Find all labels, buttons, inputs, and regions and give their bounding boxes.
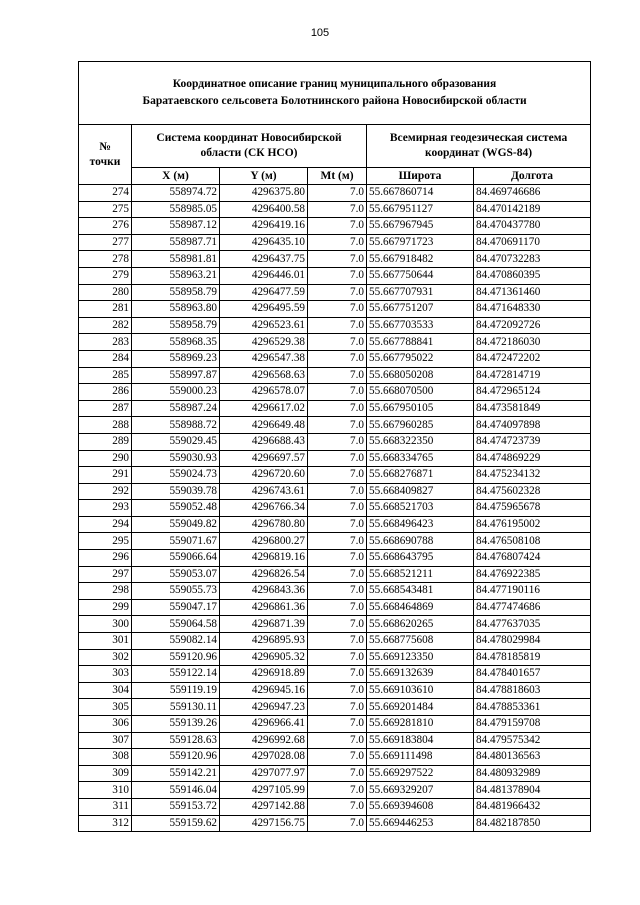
x-cell: 558987.71 [132,234,220,251]
y-cell: 4296547.38 [220,350,308,367]
x-cell: 558985.05 [132,201,220,218]
longitude-cell: 84.469746686 [474,185,591,202]
table-row [79,566,591,583]
table-row [79,583,591,600]
longitude-cell: 84.476195002 [474,516,591,533]
latitude-cell: 55.668543481 [367,583,474,600]
x-cell: 559146.04 [132,782,220,799]
mt-cell: 7.0 [308,782,367,799]
y-cell: 4297142.88 [220,798,308,815]
x-cell: 558968.35 [132,334,220,351]
table-row [79,267,591,284]
point-number-cell: 310 [79,782,132,799]
x-cell: 558958.79 [132,317,220,334]
y-cell: 4296477.59 [220,284,308,301]
mt-cell: 7.0 [308,550,367,567]
mt-cell: 7.0 [308,815,367,832]
mt-cell: 7.0 [308,616,367,633]
mt-cell: 7.0 [308,218,367,235]
latitude-cell: 55.668464869 [367,599,474,616]
latitude-cell: 55.667967945 [367,218,474,235]
point-number-cell: 291 [79,467,132,484]
longitude-cell: 84.476508108 [474,533,591,550]
mt-cell: 7.0 [308,483,367,500]
longitude-cell: 84.472186030 [474,334,591,351]
mt-cell: 7.0 [308,765,367,782]
y-cell: 4296435.10 [220,234,308,251]
y-cell: 4296766.34 [220,500,308,517]
y-cell: 4296871.39 [220,616,308,633]
point-number-cell: 282 [79,317,132,334]
mt-cell: 7.0 [308,516,367,533]
table-row [79,682,591,699]
y-column-header: Y (м) [220,168,308,185]
longitude-cell: 84.475965678 [474,500,591,517]
y-cell: 4296649.48 [220,417,308,434]
longitude-cell: 84.472472202 [474,350,591,367]
latitude-cell: 55.667795022 [367,350,474,367]
table-row [79,218,591,235]
longitude-cell: 84.476807424 [474,550,591,567]
y-cell: 4296945.16 [220,682,308,699]
latitude-cell: 55.669111498 [367,749,474,766]
table-row [79,599,591,616]
x-cell: 558988.72 [132,417,220,434]
latitude-cell: 55.668690788 [367,533,474,550]
y-cell: 4296495.59 [220,301,308,318]
y-cell: 4296947.23 [220,699,308,716]
point-number-cell: 290 [79,450,132,467]
table-row [79,732,591,749]
point-number-cell: 287 [79,400,132,417]
mt-cell: 7.0 [308,450,367,467]
table-row [79,649,591,666]
y-cell: 4296529.38 [220,334,308,351]
longitude-cell: 84.474723739 [474,433,591,450]
longitude-cell: 84.472965124 [474,384,591,401]
y-cell: 4296819.16 [220,550,308,567]
latitude-cell: 55.668620265 [367,616,474,633]
table-row [79,633,591,650]
point-number-cell: 299 [79,599,132,616]
mt-cell: 7.0 [308,234,367,251]
longitude-cell: 84.472814719 [474,367,591,384]
x-cell: 558997.87 [132,367,220,384]
x-cell: 559082.14 [132,633,220,650]
mt-cell: 7.0 [308,666,367,683]
longitude-cell: 84.478185819 [474,649,591,666]
point-number-header-symbol: № [99,140,111,153]
latitude-cell: 55.667918482 [367,251,474,268]
table-row [79,234,591,251]
point-number-cell: 276 [79,218,132,235]
longitude-cell: 84.474869229 [474,450,591,467]
mt-cell: 7.0 [308,267,367,284]
mt-cell: 7.0 [308,467,367,484]
y-cell: 4296419.16 [220,218,308,235]
longitude-cell: 84.478818603 [474,682,591,699]
mt-cell: 7.0 [308,682,367,699]
coordinates-table [78,61,591,832]
point-number-cell: 278 [79,251,132,268]
x-cell: 559047.17 [132,599,220,616]
point-number-cell: 281 [79,301,132,318]
x-cell: 559052.48 [132,500,220,517]
latitude-cell: 55.669201484 [367,699,474,716]
point-number-cell: 293 [79,500,132,517]
latitude-cell: 55.669394608 [367,798,474,815]
mt-cell: 7.0 [308,350,367,367]
y-cell: 4296843.36 [220,583,308,600]
point-number-cell: 284 [79,350,132,367]
mt-cell: 7.0 [308,732,367,749]
latitude-cell: 55.668070500 [367,384,474,401]
x-cell: 559119.19 [132,682,220,699]
world-system-header [367,125,591,168]
x-cell: 558987.12 [132,218,220,235]
table-row [79,765,591,782]
longitude-cell: 84.480932989 [474,765,591,782]
x-cell: 559120.96 [132,749,220,766]
longitude-cell: 84.481378904 [474,782,591,799]
longitude-cell: 84.479159708 [474,716,591,733]
table-row [79,317,591,334]
mt-cell: 7.0 [308,384,367,401]
y-cell: 4296688.43 [220,433,308,450]
point-number-header [79,125,132,185]
mt-cell: 7.0 [308,251,367,268]
world-system-header-line-2: координат (WGS-84) [424,147,533,159]
mt-cell: 7.0 [308,566,367,583]
latitude-cell: 55.668521703 [367,500,474,517]
y-cell: 4297077.97 [220,765,308,782]
point-number-cell: 292 [79,483,132,500]
y-cell: 4296780.80 [220,516,308,533]
table-row [79,500,591,517]
longitude-column-header: Долгота [474,168,591,185]
longitude-cell: 84.480136563 [474,749,591,766]
world-system-header-line-1: Всемирная геодезическая система [389,132,568,145]
x-cell: 559039.78 [132,483,220,500]
table-row [79,417,591,434]
x-cell: 559159.62 [132,815,220,832]
point-number-cell: 288 [79,417,132,434]
table-title [79,62,591,125]
point-number-cell: 304 [79,682,132,699]
longitude-cell: 84.470691170 [474,234,591,251]
x-cell: 559053.07 [132,566,220,583]
x-cell: 559055.73 [132,583,220,600]
mt-cell: 7.0 [308,583,367,600]
table-row [79,483,591,500]
latitude-cell: 55.667750644 [367,267,474,284]
table-row [79,433,591,450]
table-row [79,450,591,467]
longitude-cell: 84.470732283 [474,251,591,268]
y-cell: 4296826.54 [220,566,308,583]
y-cell: 4296743.61 [220,483,308,500]
x-cell: 559128.63 [132,732,220,749]
table-row [79,400,591,417]
mt-cell: 7.0 [308,433,367,450]
point-number-cell: 277 [79,234,132,251]
x-cell: 559130.11 [132,699,220,716]
y-cell: 4296861.36 [220,599,308,616]
table-row [79,384,591,401]
x-cell: 559139.26 [132,716,220,733]
x-cell: 559120.96 [132,649,220,666]
x-cell: 558958.79 [132,284,220,301]
x-cell: 559071.67 [132,533,220,550]
point-number-cell: 274 [79,185,132,202]
x-cell: 559142.21 [132,765,220,782]
table-row [79,251,591,268]
longitude-cell: 84.476922385 [474,566,591,583]
y-cell: 4296992.68 [220,732,308,749]
table-row [79,616,591,633]
mt-cell: 7.0 [308,798,367,815]
table-row [79,367,591,384]
table-row [79,185,591,202]
latitude-cell: 55.668322350 [367,433,474,450]
latitude-cell: 55.668496423 [367,516,474,533]
point-number-cell: 289 [79,433,132,450]
point-number-cell: 307 [79,732,132,749]
point-number-cell: 279 [79,267,132,284]
point-number-cell: 305 [79,699,132,716]
point-number-cell: 312 [79,815,132,832]
x-cell: 559122.14 [132,666,220,683]
x-cell: 559064.58 [132,616,220,633]
x-cell: 559066.64 [132,550,220,567]
y-cell: 4296918.89 [220,666,308,683]
point-number-cell: 294 [79,516,132,533]
latitude-cell: 55.668643795 [367,550,474,567]
latitude-cell: 55.669103610 [367,682,474,699]
table-row [79,516,591,533]
point-number-cell: 302 [79,649,132,666]
table-row [79,467,591,484]
point-number-cell: 298 [79,583,132,600]
longitude-cell: 84.477637035 [474,616,591,633]
mt-cell: 7.0 [308,533,367,550]
latitude-cell: 55.667788841 [367,334,474,351]
latitude-cell: 55.669183804 [367,732,474,749]
y-cell: 4296617.02 [220,400,308,417]
longitude-cell: 84.472092726 [474,317,591,334]
table-row [79,699,591,716]
y-cell: 4296895.93 [220,633,308,650]
latitude-cell: 55.668775608 [367,633,474,650]
latitude-cell: 55.668050208 [367,367,474,384]
longitude-cell: 84.473581849 [474,400,591,417]
latitude-cell: 55.668334765 [367,450,474,467]
mt-column-header: Mt (м) [308,168,367,185]
x-cell: 559029.45 [132,433,220,450]
table-row [79,749,591,766]
longitude-cell: 84.478029984 [474,633,591,650]
mt-cell: 7.0 [308,599,367,616]
title-line-1: Координатное описание границ муниципального образования [172,78,497,91]
latitude-cell: 55.669281810 [367,716,474,733]
x-cell: 558981.81 [132,251,220,268]
table-row [79,350,591,367]
longitude-cell: 84.470860395 [474,267,591,284]
title-line-2: Баратаевского сельсовета Болотнинского района Новосибирской области [142,95,527,107]
latitude-cell: 55.669123350 [367,649,474,666]
latitude-cell: 55.668276871 [367,467,474,484]
mt-cell: 7.0 [308,284,367,301]
latitude-cell: 55.667860714 [367,185,474,202]
local-system-header [132,125,367,168]
latitude-cell: 55.667950105 [367,400,474,417]
x-cell: 559024.73 [132,467,220,484]
table-row [79,815,591,832]
x-cell: 558974.72 [132,185,220,202]
mt-cell: 7.0 [308,185,367,202]
mt-cell: 7.0 [308,201,367,218]
longitude-cell: 84.474097898 [474,417,591,434]
mt-cell: 7.0 [308,699,367,716]
longitude-cell: 84.481966432 [474,798,591,815]
longitude-cell: 84.471361460 [474,284,591,301]
table-row [79,716,591,733]
latitude-cell: 55.668409827 [367,483,474,500]
x-cell: 558987.24 [132,400,220,417]
longitude-cell: 84.470142189 [474,201,591,218]
latitude-cell: 55.669297522 [367,765,474,782]
x-cell: 558963.21 [132,267,220,284]
x-cell: 559000.23 [132,384,220,401]
table-row [79,334,591,351]
latitude-cell: 55.667707931 [367,284,474,301]
longitude-cell: 84.475234132 [474,467,591,484]
x-cell: 558969.23 [132,350,220,367]
x-cell: 559153.72 [132,798,220,815]
point-number-cell: 297 [79,566,132,583]
latitude-cell: 55.669329207 [367,782,474,799]
table-row [79,782,591,799]
latitude-cell: 55.667703533 [367,317,474,334]
point-number-cell: 285 [79,367,132,384]
y-cell: 4296446.01 [220,267,308,284]
local-system-header-line-1: Система координат Новосибирской [156,132,342,145]
point-number-cell: 280 [79,284,132,301]
y-cell: 4297028.08 [220,749,308,766]
point-number-cell: 295 [79,533,132,550]
x-column-header: X (м) [132,168,220,185]
point-number-cell: 309 [79,765,132,782]
longitude-cell: 84.477190116 [474,583,591,600]
longitude-cell: 84.478853361 [474,699,591,716]
mt-cell: 7.0 [308,301,367,318]
y-cell: 4296800.27 [220,533,308,550]
mt-cell: 7.0 [308,367,367,384]
x-cell: 558963.80 [132,301,220,318]
y-cell: 4296523.61 [220,317,308,334]
longitude-cell: 84.475602328 [474,483,591,500]
latitude-cell: 55.669446253 [367,815,474,832]
mt-cell: 7.0 [308,317,367,334]
point-number-cell: 303 [79,666,132,683]
point-number-cell: 283 [79,334,132,351]
y-cell: 4296568.63 [220,367,308,384]
y-cell: 4296966.41 [220,716,308,733]
latitude-cell: 55.667951127 [367,201,474,218]
longitude-cell: 84.479575342 [474,732,591,749]
mt-cell: 7.0 [308,417,367,434]
table-row [79,666,591,683]
point-number-cell: 308 [79,749,132,766]
latitude-cell: 55.669132639 [367,666,474,683]
longitude-cell: 84.470437780 [474,218,591,235]
y-cell: 4296400.58 [220,201,308,218]
mt-cell: 7.0 [308,500,367,517]
y-cell: 4297105.99 [220,782,308,799]
mt-cell: 7.0 [308,633,367,650]
mt-cell: 7.0 [308,716,367,733]
latitude-cell: 55.668521211 [367,566,474,583]
y-cell: 4296375.80 [220,185,308,202]
point-number-cell: 301 [79,633,132,650]
point-number-cell: 300 [79,616,132,633]
x-cell: 559030.93 [132,450,220,467]
longitude-cell: 84.478401657 [474,666,591,683]
point-number-cell: 306 [79,716,132,733]
y-cell: 4296437.75 [220,251,308,268]
table-row [79,550,591,567]
table-row [79,284,591,301]
y-cell: 4296905.32 [220,649,308,666]
table-row [79,301,591,318]
x-cell: 559049.82 [132,516,220,533]
latitude-cell: 55.667960285 [367,417,474,434]
mt-cell: 7.0 [308,649,367,666]
table-row [79,798,591,815]
table-row [79,201,591,218]
mt-cell: 7.0 [308,334,367,351]
longitude-cell: 84.477474686 [474,599,591,616]
y-cell: 4296720.60 [220,467,308,484]
local-system-header-line-2: области (СК НСО) [200,147,298,159]
point-number-cell: 275 [79,201,132,218]
latitude-cell: 55.667971723 [367,234,474,251]
point-number-header-label: точки [89,155,121,168]
y-cell: 4297156.75 [220,815,308,832]
point-number-cell: 286 [79,384,132,401]
latitude-cell: 55.667751207 [367,301,474,318]
point-number-cell: 296 [79,550,132,567]
longitude-cell: 84.482187850 [474,815,591,832]
mt-cell: 7.0 [308,749,367,766]
table-row [79,533,591,550]
y-cell: 4296578.07 [220,384,308,401]
latitude-column-header: Широта [367,168,474,185]
point-number-cell: 311 [79,798,132,815]
mt-cell: 7.0 [308,400,367,417]
longitude-cell: 84.471648330 [474,301,591,318]
page-number: 105 [310,27,330,39]
y-cell: 4296697.57 [220,450,308,467]
table-body [79,185,591,832]
